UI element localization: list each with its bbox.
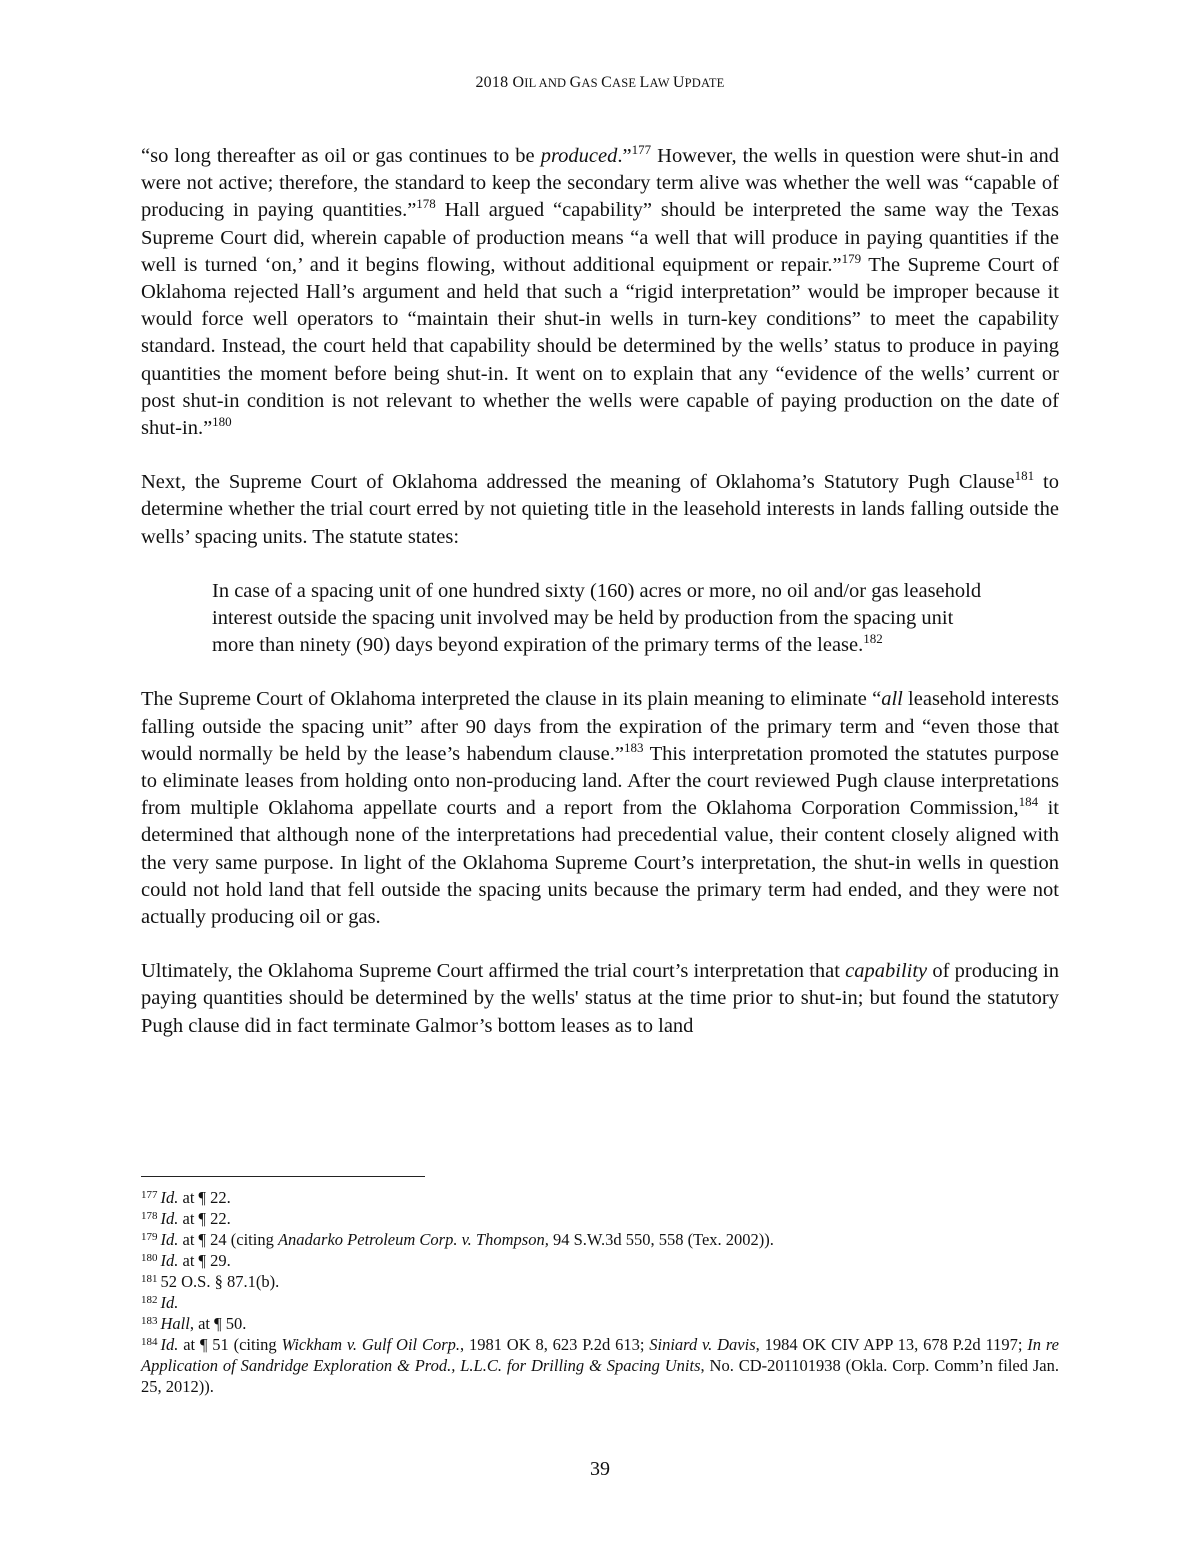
paragraph-conclusion: Ultimately, the Oklahoma Supreme Court affirmed the trial court’s interpretation that capability of producing in paying quantities should be determined by the wells' status at the time prior to shut-in; but found the statutory Pugh clause did in fact terminate Galmor’s bottom leases as to land (141, 960, 1059, 1037)
body-text (141, 143, 1059, 1067)
footnote-ref-177: 177 (631, 142, 652, 157)
footnote-178: $^{178}$ Id. at ¶ 22. (141, 1209, 231, 1228)
footnote-180: $^{180}$ Id. at ¶ 29. (141, 1251, 231, 1270)
footnote-ref-183: 183 (623, 739, 644, 755)
footnote-177: $^{177}$ Id. at ¶ 22. (141, 1188, 231, 1207)
footnote-181: $^{181}$ 52 O.S. § 87.1(b). (141, 1272, 280, 1291)
footnote-ref-184: 184 (1018, 794, 1039, 810)
statute-block-quote: In case of a spacing unit of one hundred sixty (160) acres or more, no oil and/or gas leasehold interest outside the spacing unit involved may be held by production from the spacing unit more than ninety (90) days beyond expiration of the primary terms of the lease.$^{182}$ (212, 579, 982, 657)
page-number: 39 (590, 1458, 610, 1480)
footnotes (141, 1187, 1059, 1397)
paragraph-pugh-clause: Next, the Supreme Court of Oklahoma addressed the meaning of Oklahoma’s Statutory Pugh Clause$^{181}$ to determine whether the trial court erred by not quieting title in the leasehold interests in lands falling outside the wells’ spacing units. The statute states: (141, 468, 1059, 548)
running-head: 2018 OIL AND GAS CASE LAW UPDATE (475, 74, 725, 91)
footnote-ref-178: 178 (416, 196, 436, 212)
footnote-183: $^{183}$ Hall, at ¶ 50. (141, 1314, 247, 1333)
footnote-184: $^{184}$ Id. at ¶ 51 (citing Wickham v. Gulf Oil Corp., 1981 OK 8, 623 P.2d 613; Siniard v. Davis, 1984 OK CIV APP 13, 678 P.2d 1197; In re Application of Sandridge Exploration & Prod., L.L.C. for Drilling & Spacing Units, No. CD-201101938 (Okla. Corp. Comm’n filed Jan. 25, 2012)). (141, 1335, 1059, 1396)
footnote-ref-180: 180 (212, 414, 232, 430)
paragraph-capability: “so long thereafter as oil or gas continues to be produced.”$^{177}$ However, the wells in question were shut-in and were not active; therefore, the standard to keep the secondary term alive was whether the well was “capable of producing in paying quantities.”$^{178}$ Hall argued “capability” should be interpreted the same way the Texas Supreme Court did, wherein capable of production means “a well that will produce in paying quantities if the well is turned ‘on,’ and it begins flowing, without additional equipment or repair.”$^{179}$ The Supreme Court of Oklahoma rejected Hall’s argument and held that such a “rigid interpretation” would be improper because it would force well operators to “maintain their shut-in wells in turn-key conditions” to meet the capability standard. Instead, the court held that capability should be determined by the wells’ status to produce in paying quantities the moment before being shut-in. It went on to explain that any “evidence of the wells’ current or post shut-in condition is not relevant to whether the wells were capable of paying production on the date of shut-in.”$^{180}$ (141, 142, 1059, 440)
footnote-divider (141, 1176, 425, 1177)
footnote-ref-182: 182 (863, 631, 883, 647)
footnote-ref-179: 179 (841, 250, 862, 266)
footnote-179: $^{179}$ Id. at ¶ 24 (citing Anadarko Petroleum Corp. v. Thompson, 94 S.W.3d 550, 558 (Tex. 2002)). (141, 1230, 774, 1249)
paragraph-interpretation: The Supreme Court of Oklahoma interpreted the clause in its plain meaning to eliminate “all leasehold interests falling outside the spacing unit” after 90 days from the expiration of the primary term and “even those that would normally be held by the lease’s habendum clause.”$^{183}$ This interpretation promoted the statutes purpose to eliminate leases from holding onto non-producing land. After the court reviewed Pugh clause interpretations from multiple Oklahoma appellate courts and a report from the Oklahoma Corporation Commission,$^{184}$ it determined that although none of the interpretations had precedential value, their content closely aligned with the very same purpose. In light of the Oklahoma Supreme Court’s interpretation, the shut-in wells in question could not hold land that fell outside the spacing units because the primary term had ended, and they were not actually producing oil or gas. (141, 688, 1060, 929)
footnote-ref-181: 181 (1014, 468, 1035, 484)
footnote-182: $^{182}$ Id. (141, 1293, 179, 1312)
